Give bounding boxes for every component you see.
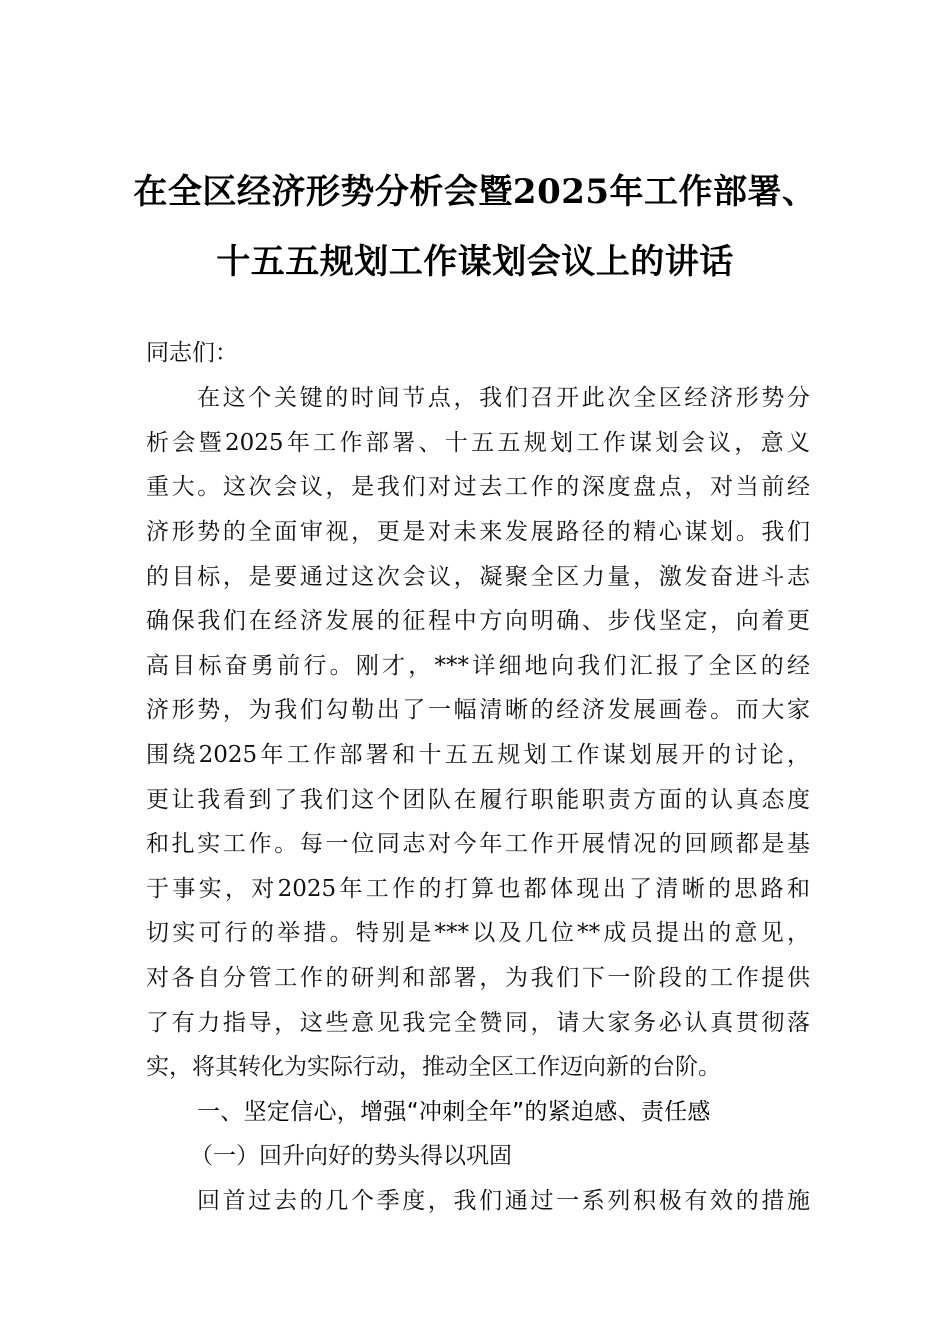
paragraph-1-line: 对各自分管工作的研判和部署，为我们下一阶段的工作提供 [146,965,810,991]
paragraph-1-line: 高目标奋勇前行。刚才，***详细地向我们汇报了全区的经 [146,653,810,679]
paragraph-1-line: 析会暨2025年工作部署、十五五规划工作谋划会议，意义 [146,430,810,456]
paragraph-1-line: 了有力指导，这些意见我完全赞同，请大家务必认真贯彻落 [146,1010,810,1036]
paragraph-1-line: 于事实，对2025年工作的打算也都体现出了清晰的思路和 [146,876,810,902]
paragraph-1-line: 重大。这次会议，是我们对过去工作的深度盘点，对当前经 [146,474,810,500]
paragraph-1-line: 确保我们在经济发展的征程中方向明确、步伐坚定，向着更 [146,608,810,634]
section-1-heading: 一、坚定信心，增强“冲刺全年”的紧迫感、责任感 [197,1099,711,1125]
paragraph-1-line: 的目标，是要通过这次会议，凝聚全区力量，激发奋进斗志 [146,564,810,590]
paragraph-1-line: 济形势的全面审视，更是对未来发展路径的精心谋划。我们 [146,519,810,545]
paragraph-2-line: 回首过去的几个季度，我们通过一系列积极有效的措施 [197,1188,810,1214]
paragraph-1-line: 切实可行的举措。特别是***以及几位**成员提出的意见， [146,920,810,946]
document-title-line-2: 十五五规划工作谋划会议上的讲话 [216,242,734,282]
salutation: 同志们： [146,340,238,366]
document-title-line-1: 在全区经济形势分析会暨2025年工作部署、 [133,172,817,212]
paragraph-1-line: 围绕2025年工作部署和十五五规划工作谋划展开的讨论， [146,742,810,768]
paragraph-1-line: 更让我看到了我们这个团队在履行职能职责方面的认真态度 [146,787,810,813]
subsection-1-heading: （一）回升向好的势头得以巩固 [190,1143,512,1169]
paragraph-1-line: 实，将其转化为实际行动，推动全区工作迈向新的台阶。 [146,1054,721,1080]
paragraph-1-line: 和扎实工作。每一位同志对今年工作开展情况的回顾都是基 [146,831,810,857]
paragraph-1-line: 在这个关键的时间节点，我们召开此次全区经济形势分 [197,385,810,411]
paragraph-1-line: 济形势，为我们勾勒出了一幅清晰的经济发展画卷。而大家 [146,697,810,723]
